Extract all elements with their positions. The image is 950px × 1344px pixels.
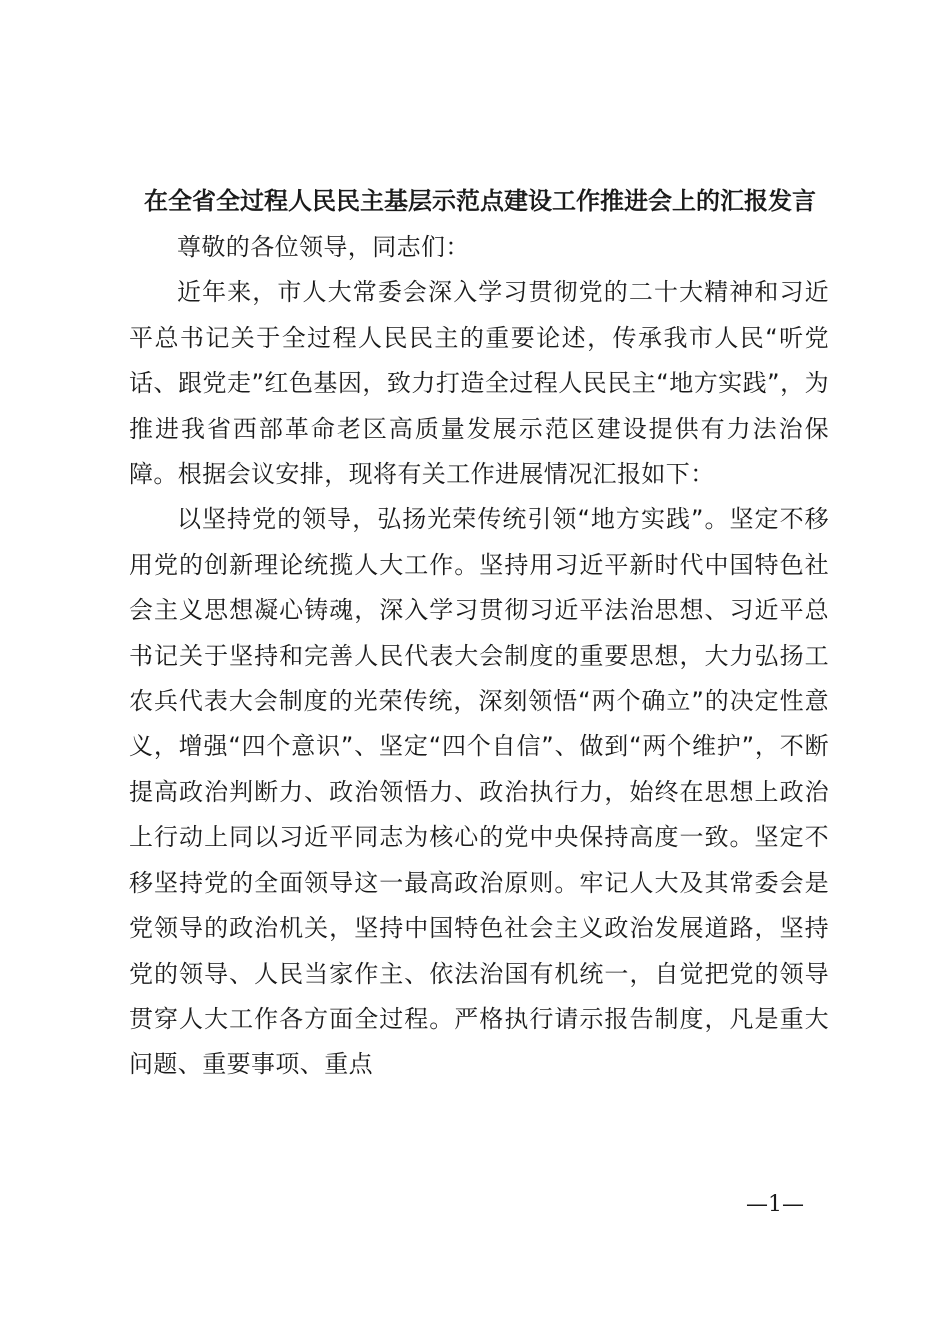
salutation: 尊敬的各位领导，同志们： [177,233,470,261]
document-body [129,225,829,1088]
paragraph-party-leadership: 以坚持党的领导，弘扬光荣传统引领“地方实践”。坚定不移用党的创新理论统揽人大工作。坚持用习近平新时代中国特色社会主义思想凝心铸魂，深入学习贯彻习近平法治思想、习近平总书记关于坚持和完善人民代表大会制度的重要思想，大力弘扬工农兵代表大会制度的光荣传统，深刻领悟“两个确立”的决定性意义，增强“四个意识”、坚定“四个自信”、做到“两个维护”，不断提高政治判断力、政治领悟力、政治执行力，始终在思想上政治上行动上同以习近平同志为核心的党中央保持高度一致。坚定不移坚持党的全面领导这一最高政治原则。牢记人大及其常委会是党领导的政治机关，坚持中国特色社会主义政治发展道路，坚持党的领导、人民当家作主、依法治国有机统一，自觉把党的领导贯穿人大工作各方面全过程。严格执行请示报告制度，凡是重大问题、重要事项、重点 [129,505,829,1079]
page-number: —1— [746,1192,804,1217]
paragraph-intro: 近年来，市人大常委会深入学习贯彻党的二十大精神和习近平总书记关于全过程人民民主的重要论述，传承我市人民“听党话、跟党走”红色基因，致力打造全过程人民民主“地方实践”，为推进我省西部革命老区高质量发展示范区建设提供有力法治保障。根据会议安排，现将有关工作进展情况汇报如下： [129,278,829,489]
document-title: 在全省全过程人民民主基层示范点建设工作推进会上的汇报发言 [144,186,816,215]
